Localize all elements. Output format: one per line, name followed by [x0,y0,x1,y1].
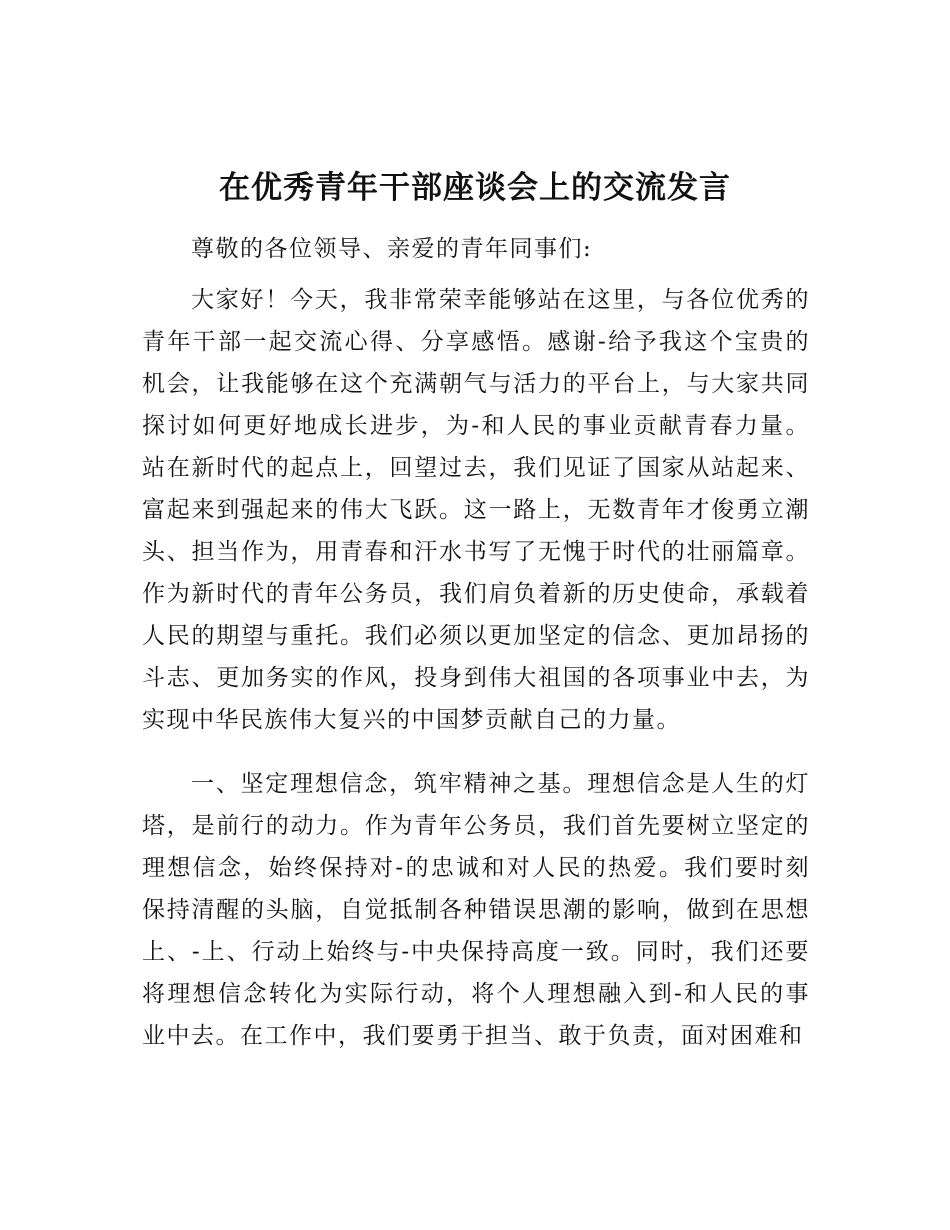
salutation: 尊敬的各位领导、亲爱的青年同事们: [191,236,593,262]
paragraph-intro: 大家好！今天，我非常荣幸能够站在这里，与各位优秀的青年干部一起交流心得、分享感悟。感谢-给予我这个宝贵的机会，让我能够在这个充满朝气与活力的平台上，与大家共同探讨如何更好地成长进步，为-和人民的事业贡献青春力量。站在新时代的起点上，回望过去，我们见证了国家从站起来、富起来到强起来的伟大飞跃。这一路上，无数青年才俊勇立潮头、担当作为，用青春和汗水书写了无愧于时代的壮丽篇章。作为新时代的青年公务员，我们肩负着新的历史使命，承载着人民的期望与重托。我们必须以更加坚定的信念、更加昂扬的斗志、更加务实的作风，投身到伟大祖国的各项事业中去，为实现中华民族伟大复兴的中国梦贡献自己的力量。 [142,287,810,733]
paragraph-section-one: 一、坚定理想信念，筑牢精神之基。理想信念是人生的灯塔，是前行的动力。作为青年公务员，我们首先要树立坚定的理想信念，始终保持对-的忠诚和对人民的热爱。我们要时刻保持清醒的头脑，自觉抵制各种错误思潮的影响，做到在思想上、-上、行动上始终与-中央保持高度一致。同时，我们还要将理想信念转化为实际行动，将个人理想融入到-和人民的事业中去。在工作中，我们要勇于担当、敢于负责，面对困难和 [142,771,810,1049]
document-title: 在优秀青年干部座谈会上的交流发言 [219,170,731,206]
